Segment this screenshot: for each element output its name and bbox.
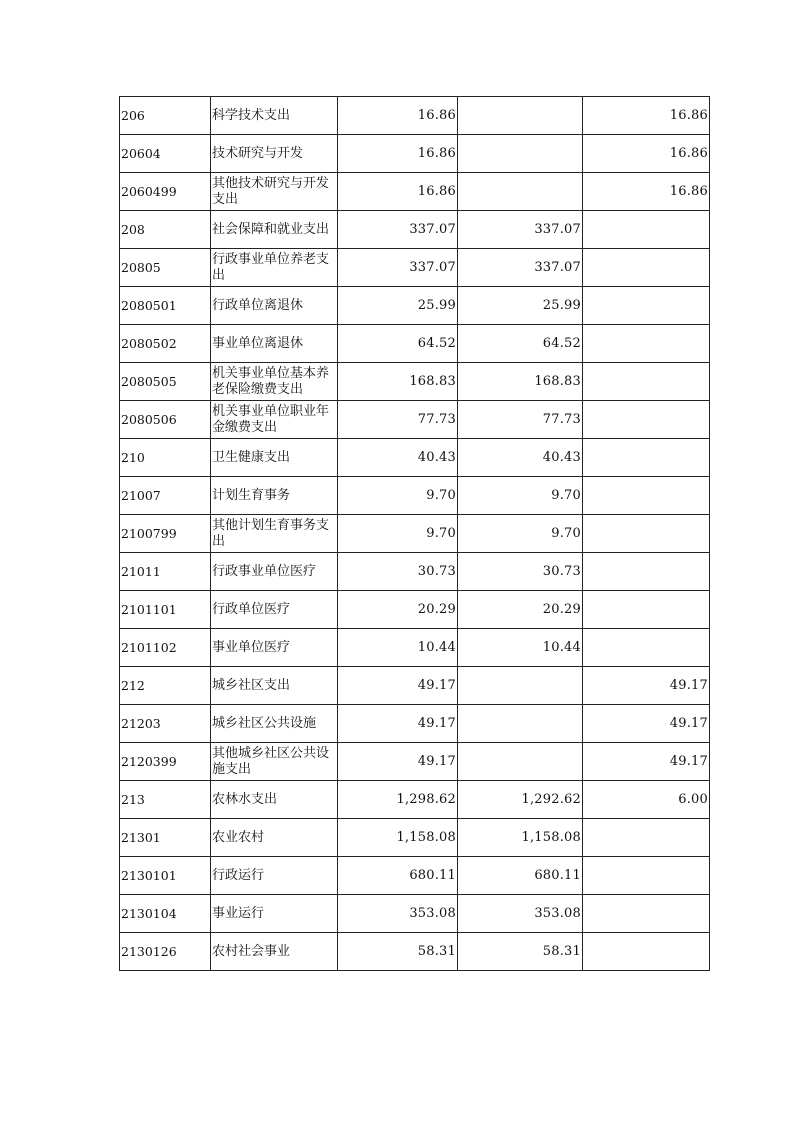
table-row	[120, 97, 710, 135]
row-basic-cell: 168.83	[458, 363, 583, 401]
row-code-cell: 20805	[120, 249, 211, 287]
row-code-cell: 2130126	[120, 933, 211, 971]
row-name-cell: 行政事业单位养老支出	[211, 249, 338, 287]
row-project-cell	[583, 857, 710, 895]
row-total-cell: 49.17	[338, 705, 458, 743]
row-code-cell: 212	[120, 667, 211, 705]
table-row	[120, 173, 710, 211]
row-total-cell: 20.29	[338, 591, 458, 629]
row-code-cell: 210	[120, 439, 211, 477]
table-row	[120, 135, 710, 173]
row-total-cell: 16.86	[338, 97, 458, 135]
row-name-cell: 行政单位离退休	[211, 287, 338, 325]
row-code-cell: 2120399	[120, 743, 211, 781]
row-basic-cell: 353.08	[458, 895, 583, 933]
row-basic-cell: 337.07	[458, 249, 583, 287]
row-basic-cell: 20.29	[458, 591, 583, 629]
row-name-cell: 计划生育事务	[211, 477, 338, 515]
row-project-cell	[583, 819, 710, 857]
row-project-cell	[583, 515, 710, 553]
row-basic-cell	[458, 667, 583, 705]
row-basic-cell: 58.31	[458, 933, 583, 971]
row-project-cell: 16.86	[583, 135, 710, 173]
row-name-cell: 其他计划生育事务支出	[211, 515, 338, 553]
table-row	[120, 781, 710, 819]
table-row	[120, 743, 710, 781]
row-basic-cell	[458, 743, 583, 781]
row-code-cell: 213	[120, 781, 211, 819]
row-total-cell: 9.70	[338, 477, 458, 515]
row-basic-cell: 40.43	[458, 439, 583, 477]
row-project-cell	[583, 629, 710, 667]
row-code-cell: 2130101	[120, 857, 211, 895]
row-project-cell: 16.86	[583, 173, 710, 211]
row-total-cell: 30.73	[338, 553, 458, 591]
row-project-cell	[583, 895, 710, 933]
row-project-cell	[583, 591, 710, 629]
row-name-cell: 技术研究与开发	[211, 135, 338, 173]
row-name-cell: 农业农村	[211, 819, 338, 857]
table-row	[120, 325, 710, 363]
row-name-cell: 城乡社区公共设施	[211, 705, 338, 743]
row-total-cell: 680.11	[338, 857, 458, 895]
table-row	[120, 933, 710, 971]
table-row	[120, 211, 710, 249]
row-basic-cell: 30.73	[458, 553, 583, 591]
row-code-cell: 2080506	[120, 401, 211, 439]
row-basic-cell: 680.11	[458, 857, 583, 895]
row-basic-cell: 337.07	[458, 211, 583, 249]
row-code-cell: 2060499	[120, 173, 211, 211]
row-project-cell	[583, 933, 710, 971]
row-project-cell: 16.86	[583, 97, 710, 135]
row-total-cell: 337.07	[338, 249, 458, 287]
row-code-cell: 21301	[120, 819, 211, 857]
table-row	[120, 401, 710, 439]
row-project-cell	[583, 553, 710, 591]
row-project-cell	[583, 325, 710, 363]
row-basic-cell: 1,292.62	[458, 781, 583, 819]
table-row	[120, 287, 710, 325]
row-total-cell: 49.17	[338, 743, 458, 781]
row-total-cell: 337.07	[338, 211, 458, 249]
row-basic-cell: 10.44	[458, 629, 583, 667]
row-code-cell: 21203	[120, 705, 211, 743]
row-code-cell: 21007	[120, 477, 211, 515]
row-total-cell: 64.52	[338, 325, 458, 363]
table-row	[120, 515, 710, 553]
table-row	[120, 591, 710, 629]
row-project-cell: 49.17	[583, 705, 710, 743]
row-project-cell	[583, 287, 710, 325]
row-name-cell: 卫生健康支出	[211, 439, 338, 477]
expenditure-table-body	[120, 97, 710, 971]
row-project-cell: 49.17	[583, 667, 710, 705]
row-project-cell	[583, 439, 710, 477]
row-code-cell: 21011	[120, 553, 211, 591]
row-code-cell: 2080505	[120, 363, 211, 401]
row-code-cell: 2130104	[120, 895, 211, 933]
row-total-cell: 1,298.62	[338, 781, 458, 819]
row-code-cell: 2101101	[120, 591, 211, 629]
row-name-cell: 城乡社区支出	[211, 667, 338, 705]
row-code-cell: 2100799	[120, 515, 211, 553]
row-total-cell: 168.83	[338, 363, 458, 401]
row-total-cell: 16.86	[338, 135, 458, 173]
row-code-cell: 20604	[120, 135, 211, 173]
row-name-cell: 机关事业单位职业年金缴费支出	[211, 401, 338, 439]
row-name-cell: 农林水支出	[211, 781, 338, 819]
row-name-cell: 事业运行	[211, 895, 338, 933]
row-basic-cell: 9.70	[458, 477, 583, 515]
table-row	[120, 629, 710, 667]
row-code-cell: 206	[120, 97, 211, 135]
table-row	[120, 819, 710, 857]
row-project-cell	[583, 249, 710, 287]
row-basic-cell: 9.70	[458, 515, 583, 553]
row-total-cell: 10.44	[338, 629, 458, 667]
row-total-cell: 1,158.08	[338, 819, 458, 857]
row-basic-cell	[458, 705, 583, 743]
row-name-cell: 机关事业单位基本养老保险缴费支出	[211, 363, 338, 401]
row-basic-cell	[458, 97, 583, 135]
row-code-cell: 2101102	[120, 629, 211, 667]
row-basic-cell: 1,158.08	[458, 819, 583, 857]
row-total-cell: 9.70	[338, 515, 458, 553]
row-name-cell: 其他技术研究与开发支出	[211, 173, 338, 211]
row-name-cell: 科学技术支出	[211, 97, 338, 135]
row-total-cell: 40.43	[338, 439, 458, 477]
row-name-cell: 事业单位医疗	[211, 629, 338, 667]
row-basic-cell: 25.99	[458, 287, 583, 325]
row-basic-cell: 64.52	[458, 325, 583, 363]
table-row	[120, 553, 710, 591]
row-total-cell: 25.99	[338, 287, 458, 325]
table-row	[120, 705, 710, 743]
row-project-cell	[583, 401, 710, 439]
expenditure-table	[119, 96, 710, 971]
row-total-cell: 58.31	[338, 933, 458, 971]
table-row	[120, 857, 710, 895]
row-code-cell: 2080501	[120, 287, 211, 325]
row-name-cell: 行政事业单位医疗	[211, 553, 338, 591]
row-code-cell: 2080502	[120, 325, 211, 363]
row-project-cell: 6.00	[583, 781, 710, 819]
row-total-cell: 77.73	[338, 401, 458, 439]
row-total-cell: 49.17	[338, 667, 458, 705]
row-project-cell: 49.17	[583, 743, 710, 781]
table-row	[120, 667, 710, 705]
row-basic-cell	[458, 173, 583, 211]
table-row	[120, 895, 710, 933]
row-name-cell: 其他城乡社区公共设施支出	[211, 743, 338, 781]
table-row	[120, 363, 710, 401]
row-basic-cell: 77.73	[458, 401, 583, 439]
row-name-cell: 社会保障和就业支出	[211, 211, 338, 249]
table-row	[120, 249, 710, 287]
row-total-cell: 16.86	[338, 173, 458, 211]
row-name-cell: 事业单位离退休	[211, 325, 338, 363]
row-project-cell	[583, 211, 710, 249]
row-code-cell: 208	[120, 211, 211, 249]
row-basic-cell	[458, 135, 583, 173]
row-name-cell: 行政运行	[211, 857, 338, 895]
row-project-cell	[583, 477, 710, 515]
row-project-cell	[583, 363, 710, 401]
table-row	[120, 477, 710, 515]
row-name-cell: 行政单位医疗	[211, 591, 338, 629]
row-name-cell: 农村社会事业	[211, 933, 338, 971]
table-row	[120, 439, 710, 477]
row-total-cell: 353.08	[338, 895, 458, 933]
